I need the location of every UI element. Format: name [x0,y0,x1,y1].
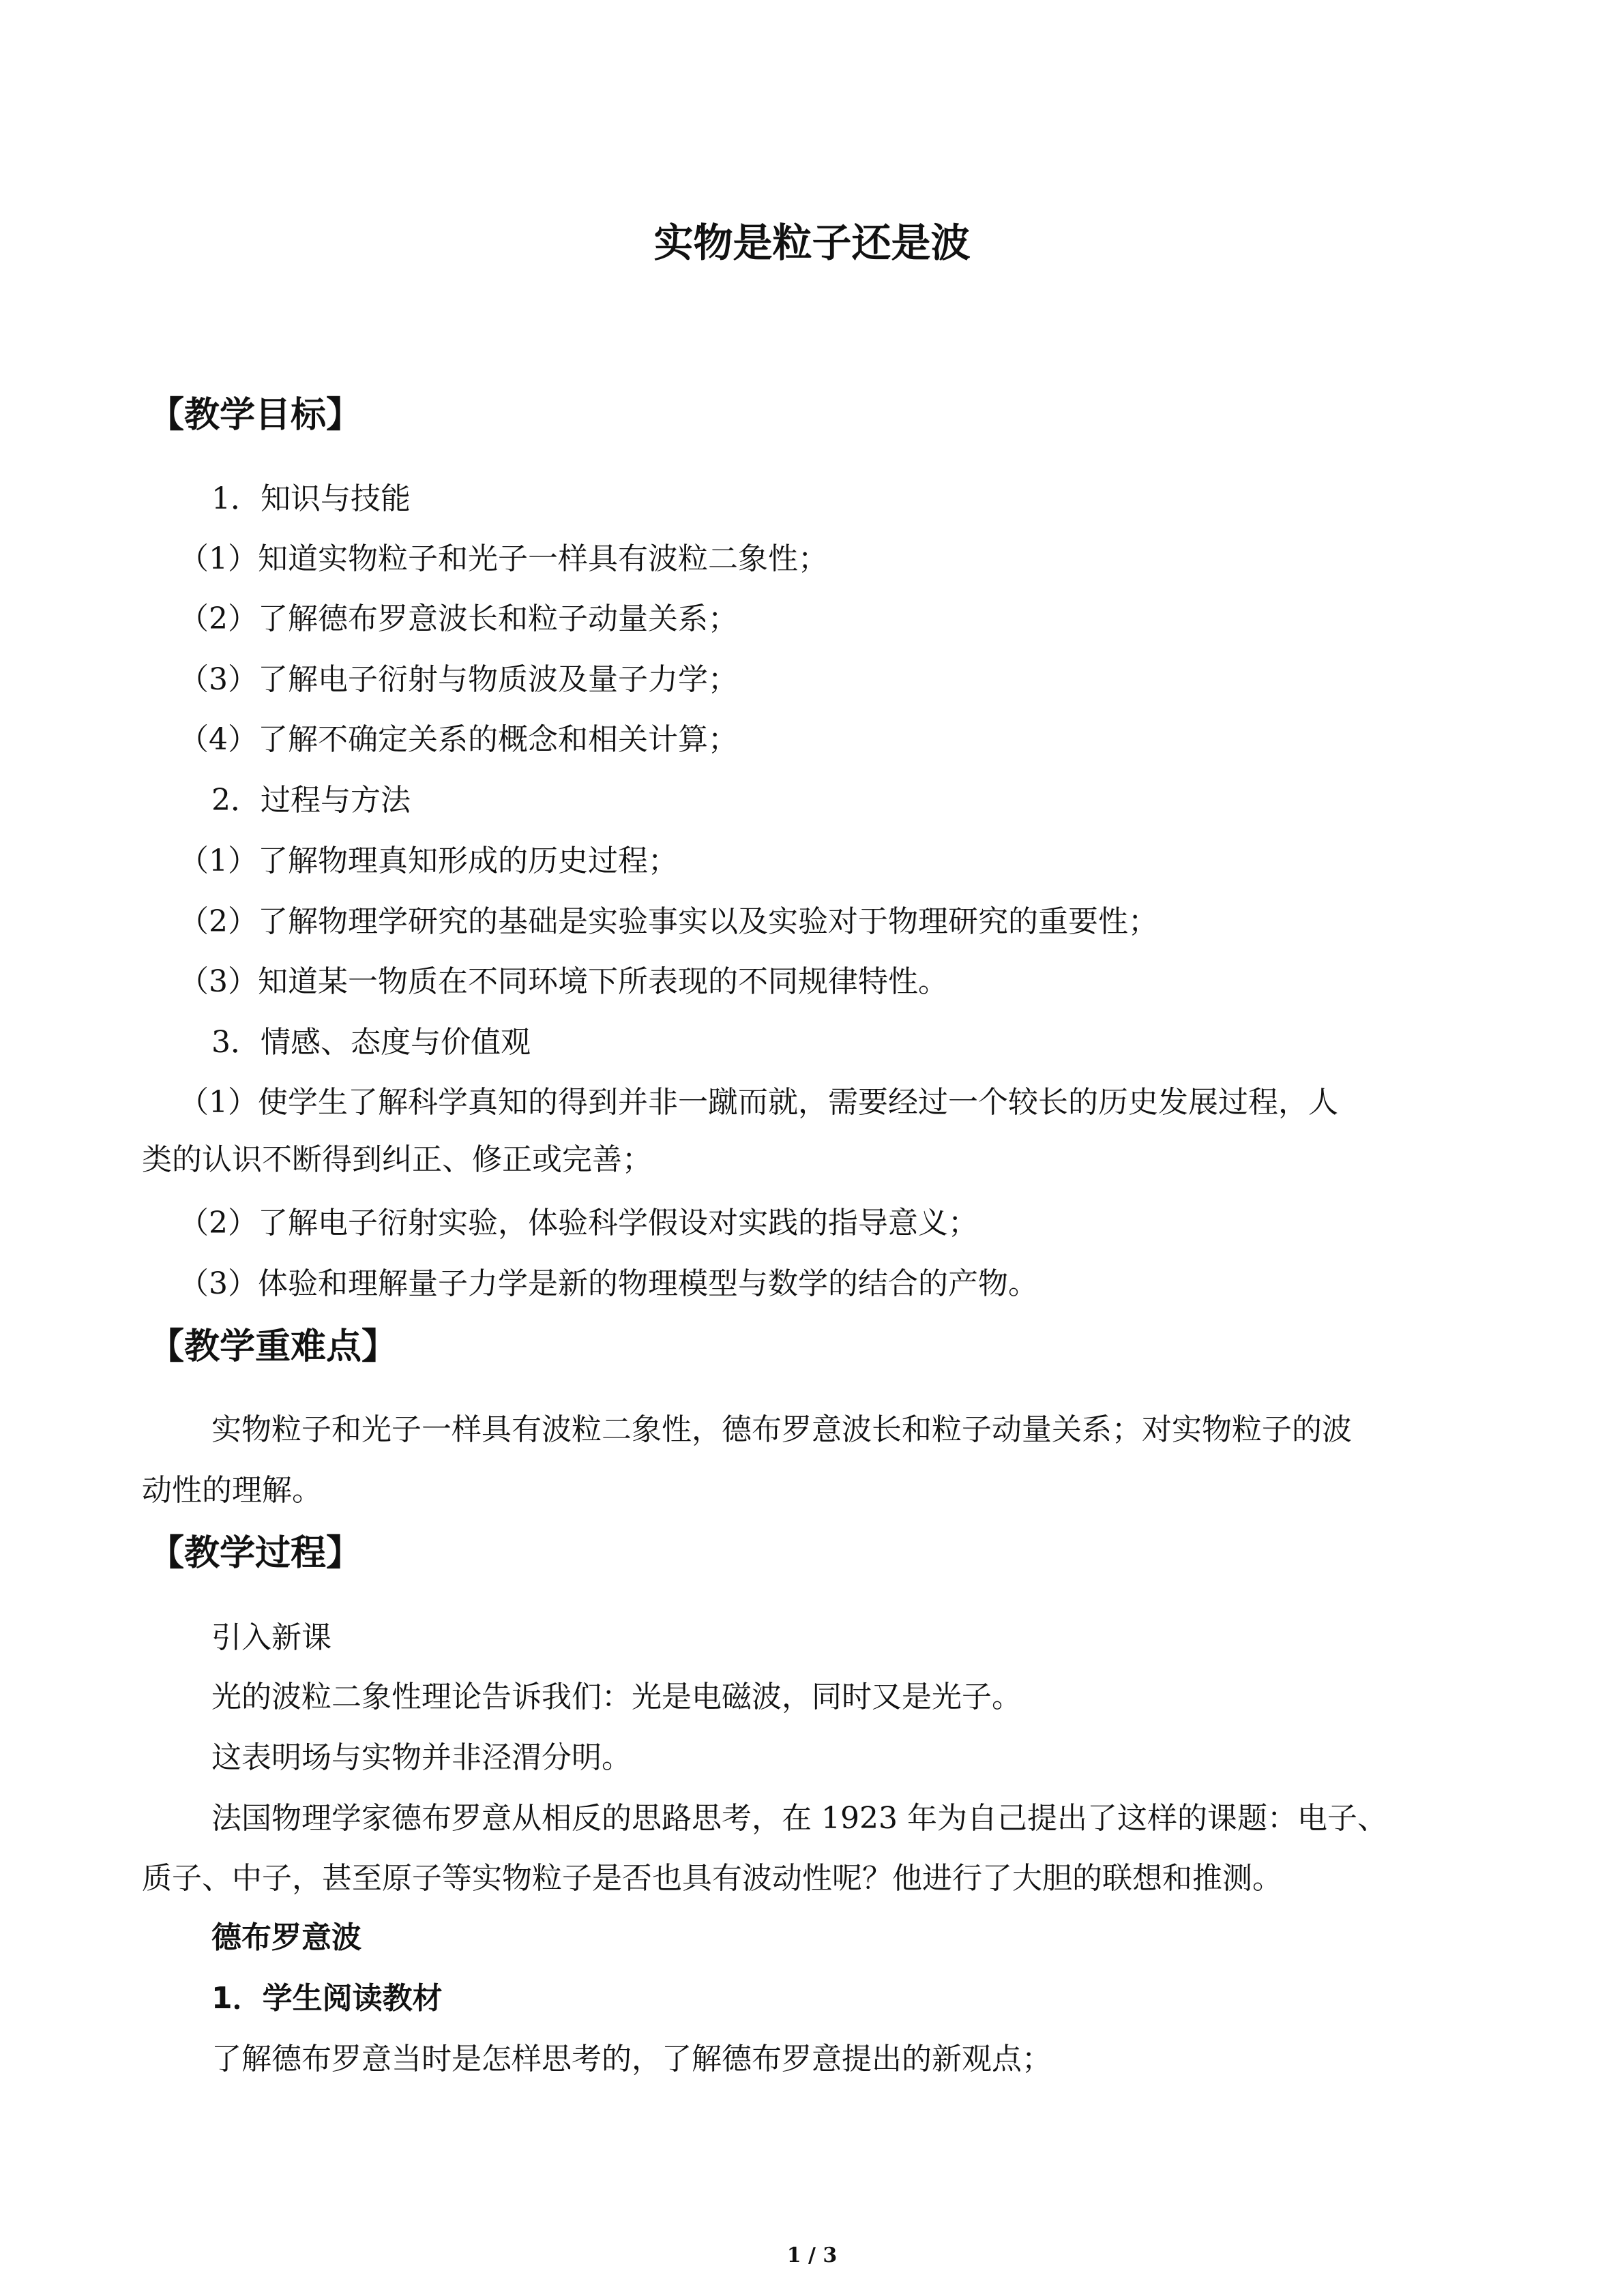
goals-knowledge-item: （3）了解电子衍射与物质波及量子力学； [179,662,738,697]
process-paragraph: 光的波粒二象性理论告诉我们：光是电磁波，同时又是光子。 [211,1680,1022,1714]
process-step-title: 1．学生阅读教材 [211,1981,443,2016]
process-subheading: 德布罗意波 [211,1920,361,1955]
goals-emotion-item: （2）了解电子衍射实验，体验科学假设对实践的指导意义； [179,1206,978,1240]
goals-knowledge-item: （4）了解不确定关系的概念和相关计算； [179,722,738,757]
goals-process-item: （1）了解物理真知形成的历史过程； [179,844,678,878]
section-heading-process: 【教学过程】 [149,1533,362,1574]
goals-knowledge-title: 1．知识与技能 [211,481,411,516]
goals-emotion-item: （3）体验和理解量子力学是新的物理模型与数学的结合的产物。 [179,1266,1038,1301]
keypoints-text-cont: 动性的理解。 [142,1473,322,1508]
process-intro: 引入新课 [211,1620,331,1655]
goals-emotion-item: （1）使学生了解科学真知的得到并非一蹴而就，需要经过一个较长的历史发展过程，人 [179,1085,1338,1120]
goals-emotion-title: 3．情感、态度与价值观 [211,1025,531,1060]
goals-knowledge-item: （2）了解德布罗意波长和粒子动量关系； [179,601,738,636]
goals-process-item: （3）知道某一物质在不同环境下所表现的不同规律特性。 [179,964,948,999]
process-paragraph: 这表明场与实物并非泾渭分明。 [211,1740,632,1775]
process-paragraph: 法国物理学家德布罗意从相反的思路思考，在 1923 年为自己提出了这样的课题：电子、 [211,1801,1387,1836]
goals-process-title: 2．过程与方法 [211,783,411,818]
document-title: 实物是粒子还是波 [653,220,971,266]
goals-process-item: （2）了解物理学研究的基础是实验事实以及实验对于物理研究的重要性； [179,904,1158,939]
goals-emotion-item-cont: 类的认识不断得到纠正、修正或完善； [142,1142,652,1177]
process-step-text: 了解德布罗意当时是怎样思考的，了解德布罗意提出的新观点； [211,2042,1052,2076]
section-heading-goals: 【教学目标】 [149,395,362,436]
goals-knowledge-item: （1）知道实物粒子和光子一样具有波粒二象性； [179,541,828,576]
section-heading-keypoints: 【教学重难点】 [149,1326,398,1367]
page-number: 1 / 3 [786,2243,838,2267]
process-paragraph-cont: 质子、中子，甚至原子等实物粒子是否也具有波动性呢？他进行了大胆的联想和推测。 [142,1861,1282,1896]
keypoints-text: 实物粒子和光子一样具有波粒二象性，德布罗意波长和粒子动量关系；对实物粒子的波 [211,1412,1352,1447]
